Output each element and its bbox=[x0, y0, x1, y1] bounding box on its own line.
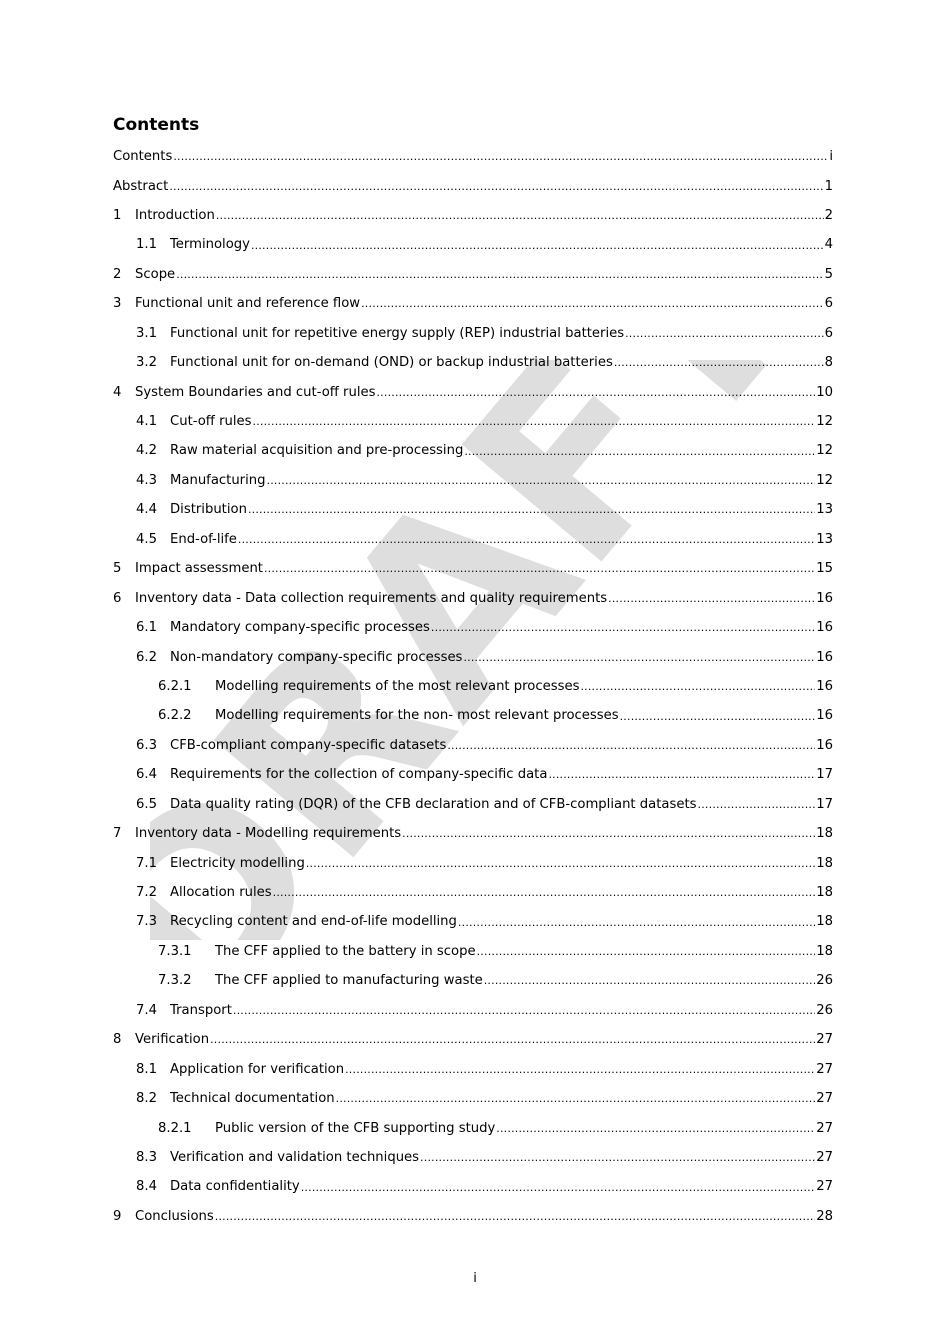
toc-entry-title[interactable]: Modelling requirements of the most relevant processes bbox=[215, 678, 580, 694]
toc-entry-number: 6.2.1 bbox=[158, 678, 192, 694]
toc-entry[interactable] bbox=[113, 378, 833, 407]
toc-entry-page[interactable]: 2 bbox=[824, 207, 833, 223]
dot-leader bbox=[267, 475, 816, 486]
toc-entry[interactable] bbox=[113, 319, 833, 348]
toc-entry[interactable] bbox=[113, 201, 833, 230]
toc-entry[interactable] bbox=[113, 171, 833, 200]
toc-entry-title[interactable]: CFB-compliant company-specific datasets bbox=[170, 737, 447, 753]
toc-entry-title[interactable]: Technical documentation bbox=[170, 1091, 335, 1107]
toc-entry-number: 6 bbox=[113, 590, 122, 606]
toc-entry-title[interactable]: Transport bbox=[170, 1002, 232, 1018]
toc-entry-page[interactable]: 6 bbox=[824, 296, 833, 312]
toc-entry-number: 6.3 bbox=[136, 737, 157, 753]
dot-leader bbox=[376, 387, 815, 398]
toc-entry[interactable] bbox=[113, 436, 833, 465]
toc-entry-number: 9 bbox=[113, 1208, 122, 1224]
toc-entry-page[interactable]: 16 bbox=[816, 678, 833, 694]
dot-leader bbox=[301, 1182, 815, 1193]
dot-leader bbox=[273, 887, 816, 898]
toc-entry[interactable] bbox=[113, 525, 833, 554]
toc-entry-page[interactable]: 27 bbox=[816, 1091, 833, 1107]
toc-entry-title[interactable]: Mandatory company-specific processes bbox=[170, 620, 430, 636]
toc-entry[interactable] bbox=[113, 495, 833, 524]
toc-entry-number: 7.3.2 bbox=[158, 973, 192, 989]
dot-leader bbox=[614, 357, 824, 368]
page-number: i bbox=[473, 1271, 477, 1286]
toc-entry[interactable] bbox=[113, 642, 833, 671]
toc-entry-page[interactable]: 15 bbox=[816, 561, 833, 577]
toc-entry-number: 8 bbox=[113, 1032, 122, 1048]
toc-entry-number: 8.1 bbox=[136, 1061, 157, 1077]
dot-leader bbox=[548, 769, 815, 780]
toc-entry-page[interactable]: 18 bbox=[816, 943, 833, 959]
toc-entry-page[interactable]: 8 bbox=[824, 355, 833, 371]
toc-entry-number: 3.2 bbox=[136, 355, 157, 371]
toc-entry[interactable] bbox=[113, 1172, 833, 1201]
toc-entry-number: 8.3 bbox=[136, 1149, 157, 1165]
toc-entry-page[interactable]: 18 bbox=[816, 855, 833, 871]
toc-entry-page[interactable]: 16 bbox=[816, 590, 833, 606]
toc-entry[interactable] bbox=[113, 260, 833, 289]
dot-leader bbox=[336, 1093, 816, 1104]
toc-entry[interactable] bbox=[113, 937, 833, 966]
toc-entry-number: 8.2 bbox=[136, 1091, 157, 1107]
toc-entry-page[interactable]: 13 bbox=[816, 502, 833, 518]
toc-entry-page[interactable]: 16 bbox=[816, 708, 833, 724]
toc-entry-number: 1.1 bbox=[136, 237, 157, 253]
toc-entry-title[interactable]: Inventory data - Data collection requirements and quality requirements bbox=[135, 590, 608, 606]
toc-entry-page[interactable]: 16 bbox=[816, 620, 833, 636]
toc-entry-page[interactable]: 4 bbox=[824, 237, 833, 253]
toc-entry-number: 7 bbox=[113, 826, 122, 842]
toc-entry-title[interactable]: Functional unit for on-demand (OND) or backup industrial batteries bbox=[170, 355, 613, 371]
dot-leader bbox=[625, 328, 824, 339]
toc-entry-title[interactable]: Verification and validation techniques bbox=[170, 1149, 420, 1165]
dot-leader bbox=[173, 151, 828, 162]
toc-entry-title[interactable]: Modelling requirements for the non- most relevant processes bbox=[215, 708, 619, 724]
toc-entry-title[interactable]: Requirements for the collection of company-specific data bbox=[170, 767, 548, 783]
dot-leader bbox=[248, 504, 815, 515]
toc-entry-number: 3.1 bbox=[136, 325, 157, 341]
toc-entry[interactable] bbox=[113, 230, 833, 259]
dot-leader bbox=[620, 711, 816, 722]
dot-leader bbox=[431, 622, 815, 633]
toc-entry-number: 4 bbox=[113, 384, 122, 400]
dot-leader bbox=[251, 240, 824, 251]
toc-entry[interactable] bbox=[113, 1143, 833, 1172]
dot-leader bbox=[464, 446, 815, 457]
toc-entry-number: 7.2 bbox=[136, 885, 157, 901]
dot-leader bbox=[420, 1152, 815, 1163]
toc-entry[interactable] bbox=[113, 966, 833, 995]
toc-entry-title[interactable]: Conclusions bbox=[135, 1208, 214, 1224]
toc-entry-title[interactable]: Application for verification bbox=[170, 1061, 345, 1077]
toc-entry-number: 4.4 bbox=[136, 502, 157, 518]
toc-entry-title[interactable]: Terminology bbox=[170, 237, 250, 253]
toc-entry[interactable] bbox=[113, 1202, 833, 1231]
toc-entry-number: 8.2.1 bbox=[158, 1120, 192, 1136]
toc-entry[interactable] bbox=[113, 348, 833, 377]
toc-entry-page[interactable]: 16 bbox=[816, 737, 833, 753]
toc-entry-title[interactable]: Electricity modelling bbox=[170, 855, 305, 871]
toc-entry-title[interactable]: Allocation rules bbox=[170, 885, 272, 901]
toc-entry-number: 6.2.2 bbox=[158, 708, 192, 724]
toc-entry[interactable] bbox=[113, 819, 833, 848]
toc-entry-number: 4.5 bbox=[136, 531, 157, 547]
dot-leader bbox=[608, 593, 815, 604]
toc-entry[interactable] bbox=[113, 289, 833, 318]
toc-entry-title[interactable]: Functional unit for repetitive energy supply (REP) industrial batteries bbox=[170, 325, 625, 341]
dot-leader bbox=[233, 1005, 815, 1016]
toc-entry-page[interactable]: 27 bbox=[816, 1179, 833, 1195]
toc-entry-number: 6.4 bbox=[136, 767, 157, 783]
toc-entry-title[interactable]: Inventory data - Modelling requirements bbox=[135, 826, 402, 842]
dot-leader bbox=[253, 416, 816, 427]
toc-entry-title[interactable]: Functional unit and reference flow bbox=[135, 296, 361, 312]
toc-entry[interactable] bbox=[113, 907, 833, 936]
toc-entry-number: 3 bbox=[113, 296, 122, 312]
toc-entry[interactable] bbox=[113, 142, 833, 171]
toc-entry-page[interactable]: 13 bbox=[816, 531, 833, 547]
toc-entry[interactable] bbox=[113, 584, 833, 613]
toc-entry-title[interactable]: Data confidentiality bbox=[170, 1179, 300, 1195]
toc-entry-number: 6.5 bbox=[136, 796, 157, 812]
toc-entry-title[interactable]: Non-mandatory company-specific processes bbox=[170, 649, 463, 665]
toc-entry-title[interactable]: Contents bbox=[113, 149, 173, 165]
toc-entry[interactable] bbox=[113, 1084, 833, 1113]
dot-leader bbox=[306, 858, 815, 869]
toc-entry[interactable] bbox=[113, 1113, 833, 1142]
toc-entry-page[interactable]: 18 bbox=[816, 914, 833, 930]
toc-entry-title[interactable]: The CFF applied to the battery in scope bbox=[215, 943, 476, 959]
table-of-contents bbox=[113, 142, 833, 1231]
dot-leader bbox=[458, 917, 815, 928]
toc-entry-page[interactable]: 17 bbox=[816, 796, 833, 812]
toc-entry-page[interactable]: i bbox=[829, 149, 833, 165]
dot-leader bbox=[463, 652, 815, 663]
toc-entry-title[interactable]: The CFF applied to manufacturing waste bbox=[215, 973, 483, 989]
toc-entry-number: 6.2 bbox=[136, 649, 157, 665]
dot-leader bbox=[216, 210, 824, 221]
toc-entry-number: 4.1 bbox=[136, 414, 157, 430]
toc-entry-page[interactable]: 16 bbox=[816, 649, 833, 665]
toc-entry-title[interactable]: Scope bbox=[135, 266, 176, 282]
toc-entry[interactable] bbox=[113, 790, 833, 819]
toc-entry-page[interactable]: 12 bbox=[816, 472, 833, 488]
toc-entry-page[interactable]: 27 bbox=[816, 1149, 833, 1165]
toc-entry-number: 7.3 bbox=[136, 914, 157, 930]
toc-entry-page[interactable]: 28 bbox=[816, 1208, 833, 1224]
toc-entry-number: 7.4 bbox=[136, 1002, 157, 1018]
toc-entry[interactable] bbox=[113, 760, 833, 789]
watermark-text: DRAFT bbox=[150, 360, 800, 940]
dot-leader bbox=[477, 946, 816, 957]
toc-entry-title[interactable]: Manufacturing bbox=[170, 472, 266, 488]
toc-entry-page[interactable]: 26 bbox=[816, 973, 833, 989]
toc-entry-page[interactable]: 12 bbox=[816, 443, 833, 459]
toc-entry[interactable] bbox=[113, 1025, 833, 1054]
toc-entry-title[interactable]: End-of-life bbox=[170, 531, 237, 547]
toc-entry-title[interactable]: Abstract bbox=[113, 178, 169, 194]
toc-entry-page[interactable]: 18 bbox=[816, 826, 833, 842]
dot-leader bbox=[210, 1034, 815, 1045]
toc-entry[interactable] bbox=[113, 554, 833, 583]
toc-entry-title[interactable]: Data quality rating (DQR) of the CFB declaration and of CFB-compliant datasets bbox=[170, 796, 697, 812]
dot-leader bbox=[496, 1123, 815, 1134]
toc-entry[interactable] bbox=[113, 613, 833, 642]
toc-entry-page[interactable]: 6 bbox=[824, 325, 833, 341]
dot-leader bbox=[345, 1064, 815, 1075]
contents-heading: Contents bbox=[113, 115, 200, 135]
toc-entry[interactable] bbox=[113, 1055, 833, 1084]
toc-entry[interactable] bbox=[113, 672, 833, 701]
dot-leader bbox=[484, 975, 815, 986]
toc-entry-number: 2 bbox=[113, 266, 122, 282]
toc-entry-page[interactable]: 1 bbox=[824, 178, 833, 194]
dot-leader bbox=[361, 298, 824, 309]
toc-entry-title[interactable]: Raw material acquisition and pre-processing bbox=[170, 443, 464, 459]
toc-entry-page[interactable]: 5 bbox=[824, 266, 833, 282]
toc-entry-page[interactable]: 10 bbox=[816, 384, 833, 400]
toc-entry-page[interactable]: 27 bbox=[816, 1032, 833, 1048]
toc-entry-number: 5 bbox=[113, 561, 122, 577]
toc-entry-number: 4.2 bbox=[136, 443, 157, 459]
toc-entry-number: 7.3.1 bbox=[158, 943, 192, 959]
toc-entry-page[interactable]: 27 bbox=[816, 1120, 833, 1136]
toc-entry-title[interactable]: Public version of the CFB supporting study bbox=[215, 1120, 496, 1136]
toc-entry-page[interactable]: 12 bbox=[816, 414, 833, 430]
dot-leader bbox=[402, 828, 815, 839]
toc-entry[interactable] bbox=[113, 878, 833, 907]
toc-entry-title[interactable]: Impact assessment bbox=[135, 561, 263, 577]
toc-entry-title[interactable]: Verification bbox=[135, 1032, 210, 1048]
toc-entry-number: 4.3 bbox=[136, 472, 157, 488]
toc-entry[interactable] bbox=[113, 466, 833, 495]
dot-leader bbox=[698, 799, 816, 810]
toc-entry-page[interactable]: 17 bbox=[816, 767, 833, 783]
toc-entry[interactable] bbox=[113, 407, 833, 436]
toc-entry-number: 8.4 bbox=[136, 1179, 157, 1195]
dot-leader bbox=[447, 740, 815, 751]
toc-entry[interactable] bbox=[113, 701, 833, 730]
toc-entry-title[interactable]: Recycling content and end-of-life modelling bbox=[170, 914, 457, 930]
dot-leader bbox=[215, 1211, 815, 1222]
toc-entry[interactable] bbox=[113, 996, 833, 1025]
dot-leader bbox=[580, 681, 815, 692]
toc-entry-page[interactable]: 27 bbox=[816, 1061, 833, 1077]
toc-entry-title[interactable]: Introduction bbox=[135, 207, 215, 223]
toc-entry-number: 6.1 bbox=[136, 620, 157, 636]
toc-entry[interactable] bbox=[113, 849, 833, 878]
toc-entry-title[interactable]: Distribution bbox=[170, 502, 247, 518]
toc-entry-page[interactable]: 18 bbox=[816, 885, 833, 901]
toc-entry-page[interactable]: 26 bbox=[816, 1002, 833, 1018]
dot-leader bbox=[264, 563, 815, 574]
toc-entry[interactable] bbox=[113, 731, 833, 760]
dot-leader bbox=[176, 269, 823, 280]
dot-leader bbox=[169, 181, 823, 192]
toc-entry-number: 1 bbox=[113, 207, 122, 223]
toc-entry-number: 7.1 bbox=[136, 855, 157, 871]
toc-entry-title[interactable]: System Boundaries and cut-off rules bbox=[135, 384, 376, 400]
dot-leader bbox=[238, 534, 815, 545]
toc-entry-title[interactable]: Cut-off rules bbox=[170, 414, 252, 430]
